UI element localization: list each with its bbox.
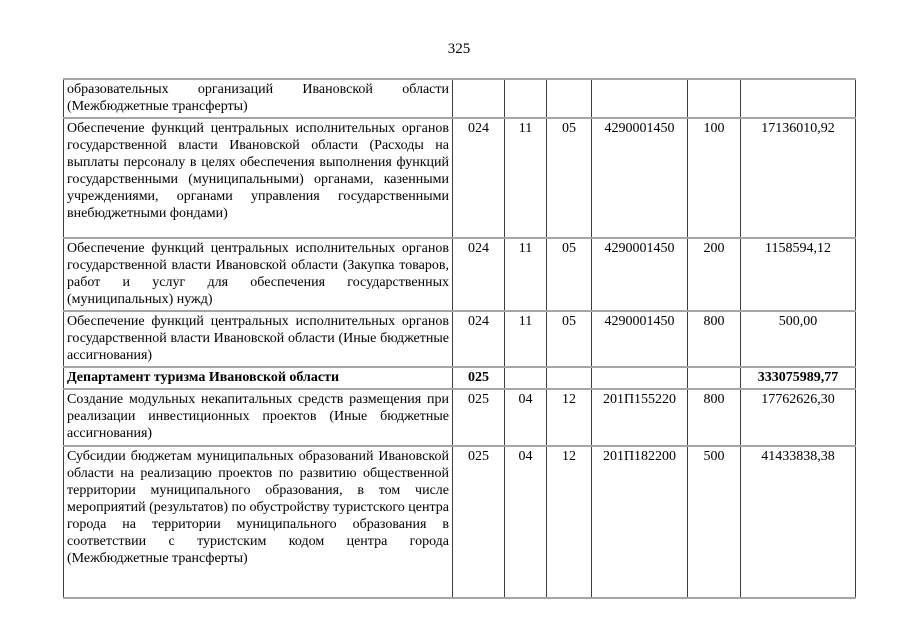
cell-department-name: Субсидии бюджетам муниципальных образований Ивановской области на реализацию проектов по развитию общественной территории муниципального образования, в том числе мероприятий (результатов) по обустройству туристского центра города на территории муниципального образования в соответствии с туристским кодом центра города (Межбюджетные трансферты): [64, 446, 453, 598]
cell-glava-code: 024: [453, 238, 505, 311]
cell-csr-code: 4290001450: [592, 311, 688, 367]
cell-razdel-code: [505, 367, 547, 389]
cell-amount: 41433838,38: [741, 446, 856, 598]
cell-razdel-code: 04: [505, 446, 547, 598]
cell-vr-code: 800: [688, 311, 741, 367]
cell-podrazdel-code: 05: [547, 118, 592, 238]
cell-glava-code: [453, 79, 505, 118]
cell-razdel-code: 11: [505, 118, 547, 238]
cell-razdel-code: 04: [505, 389, 547, 446]
cell-razdel-code: [505, 79, 547, 118]
cell-department-name: Создание модульных некапитальных средств размещения при реализации инвестиционных проектов (Иные бюджетные ассигнования): [64, 389, 453, 446]
cell-vr-code: [688, 79, 741, 118]
table-row: [64, 311, 856, 367]
cell-razdel-code: 11: [505, 311, 547, 367]
cell-department-name: Обеспечение функций центральных исполнительных органов государственной власти Ивановской области (Расходы на выплаты персоналу в целях обеспечения выполнения функций государственными (муниципальными) органами, казенными учреждениями, органами управления государственными внебюджетными фондами): [64, 118, 453, 238]
cell-glava-code: 024: [453, 118, 505, 238]
cell-csr-code: 4290001450: [592, 118, 688, 238]
cell-amount: [741, 79, 856, 118]
cell-vr-code: [688, 367, 741, 389]
cell-glava-code: 025: [453, 367, 505, 389]
cell-vr-code: 500: [688, 446, 741, 598]
cell-vr-code: 200: [688, 238, 741, 311]
cell-department-name: образовательных организаций Ивановской области (Межбюджетные трансферты): [64, 79, 453, 118]
cell-csr-code: 201П155220: [592, 389, 688, 446]
cell-amount: 17136010,92: [741, 118, 856, 238]
table-row: [64, 446, 856, 598]
page-number: 325: [447, 41, 471, 57]
cell-vr-code: 800: [688, 389, 741, 446]
table-row-department-total: [64, 367, 856, 389]
table-row: [64, 389, 856, 446]
cell-amount: 333075989,77: [741, 367, 856, 389]
table-row: [64, 118, 856, 238]
cell-amount: 1158594,12: [741, 238, 856, 311]
table-row: [64, 79, 856, 118]
cell-csr-code: [592, 367, 688, 389]
budget-table: [63, 78, 856, 599]
cell-podrazdel-code: 05: [547, 311, 592, 367]
cell-glava-code: 025: [453, 389, 505, 446]
cell-csr-code: 201П182200: [592, 446, 688, 598]
cell-podrazdel-code: [547, 79, 592, 118]
cell-podrazdel-code: [547, 367, 592, 389]
cell-csr-code: [592, 79, 688, 118]
cell-department-name: Обеспечение функций центральных исполнительных органов государственной власти Ивановской области (Закупка товаров, работ и услуг для обеспечения государственных (муниципальных) нужд): [64, 238, 453, 311]
cell-department-name: Департамент туризма Ивановской области: [64, 367, 453, 389]
cell-amount: 17762626,30: [741, 389, 856, 446]
cell-department-name: Обеспечение функций центральных исполнительных органов государственной власти Ивановской области (Иные бюджетные ассигнования): [64, 311, 453, 367]
cell-glava-code: 024: [453, 311, 505, 367]
cell-vr-code: 100: [688, 118, 741, 238]
cell-podrazdel-code: 12: [547, 389, 592, 446]
cell-glava-code: 025: [453, 446, 505, 598]
cell-podrazdel-code: 12: [547, 446, 592, 598]
cell-csr-code: 4290001450: [592, 238, 688, 311]
cell-amount: 500,00: [741, 311, 856, 367]
cell-razdel-code: 11: [505, 238, 547, 311]
cell-podrazdel-code: 05: [547, 238, 592, 311]
table-row: [64, 238, 856, 311]
